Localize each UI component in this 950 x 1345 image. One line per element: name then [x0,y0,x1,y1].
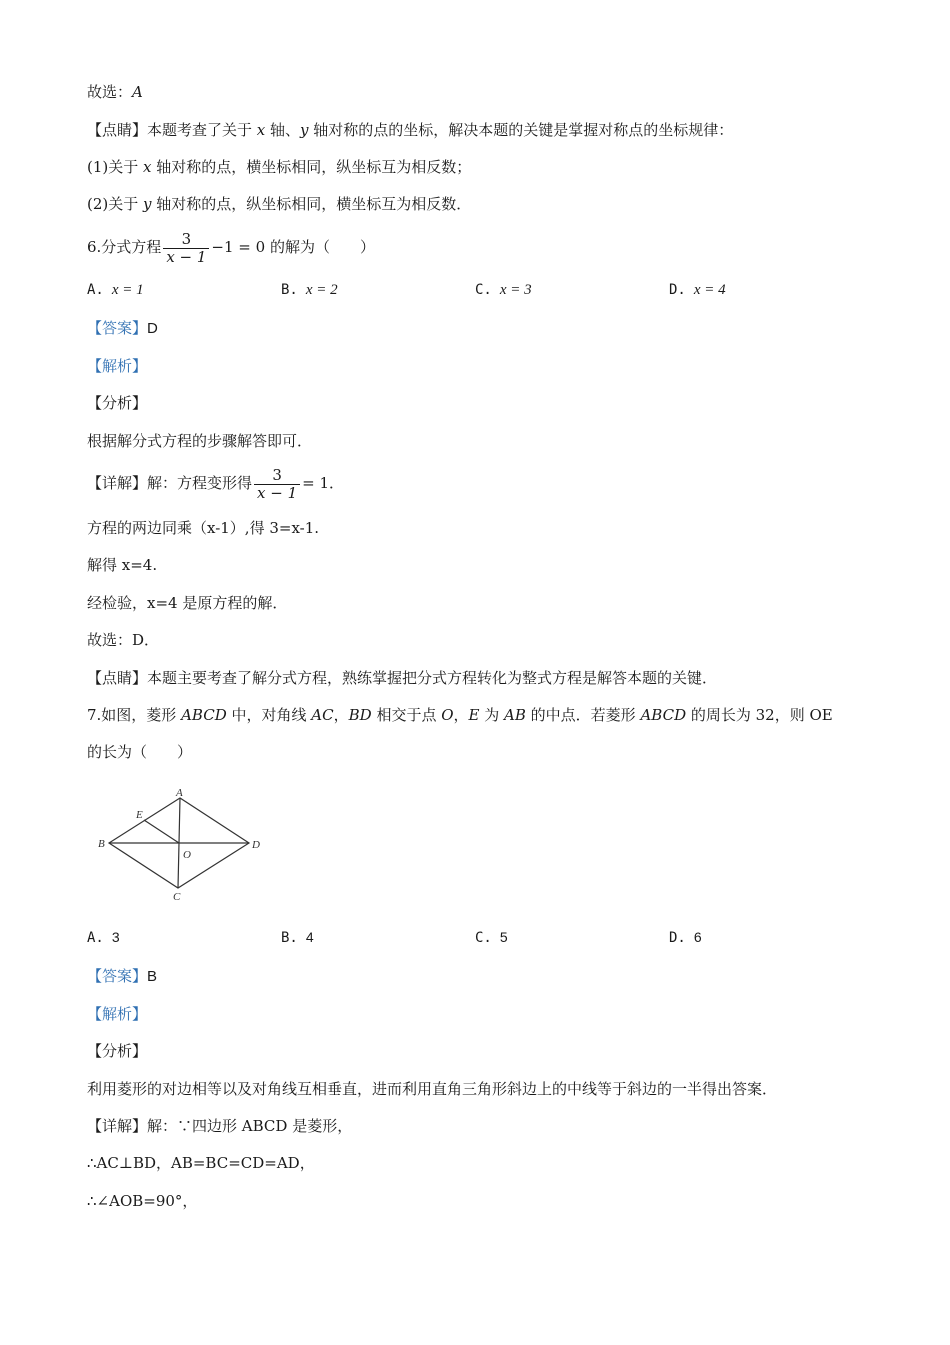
dianjing-text-b: 轴、 [265,121,301,139]
q7-fenxi-tag: 【分析】 [87,1042,148,1060]
q7-option-a [87,929,120,946]
q6-option-d [669,282,726,299]
q7-step-1: ∴AC⊥BD，AB=BC=CD=AD， [87,1154,315,1172]
label-ac: AC [311,706,334,724]
detail-suffix: = 1． [302,474,345,492]
option-letter: B. [281,930,298,946]
q7-answer [87,966,157,987]
q6-stem [87,228,375,266]
rule-1-b: 轴对称的点，横坐标相同，纵坐标互为相反数； [151,158,472,176]
stem-part: 的周长为 32，则 OE [686,706,833,724]
point-label-a: A [176,787,183,799]
option-value: 6 [693,929,702,945]
q6-frac-den: x − 1 [166,247,207,266]
conclusion-answer: A [132,83,143,101]
label-e: E [468,706,480,724]
stem-part: ， [453,706,469,724]
stem-part: 的中点．若菱形 [525,706,641,724]
option-value: 5 [499,929,508,945]
stem-part: 中，对角线 [226,706,312,724]
rule-1 [87,157,471,177]
q6-option-a [87,282,144,299]
q6-fenxi-tag: 【分析】 [87,394,148,412]
q6-stem-suffix: −1 = 0 的解为（ ） [211,238,375,256]
option-value: x = 2 [305,282,338,298]
q7-option-c [475,929,508,946]
point-label-b: B [98,838,105,850]
point-label-c: C [173,891,181,903]
detail-tag: 【详解】 [87,474,148,492]
detail-prefix: 解：方程变形得 [147,474,253,492]
dianjing-line-5 [87,120,733,140]
q6-step-3: 经检验，x=4 是原方程的解． [87,594,288,612]
answer-tag: 【答案】 [87,967,148,985]
stem-part: 7.如图，菱形 [87,706,182,724]
q6-analysis-tag: 【解析】 [87,357,148,375]
option-value: x = 3 [499,282,532,298]
option-value: x = 1 [111,282,144,298]
frac-num: 3 [254,467,300,485]
q7-analysis-tag: 【解析】 [87,1005,148,1023]
dianjing-text-a: 本题考查了关于 [147,121,257,139]
option-value: x = 4 [693,282,726,298]
q6-dianjing [87,668,717,688]
q6-stem-prefix: 6.分式方程 [87,238,162,256]
answer-value: D [147,320,158,337]
option-letter: C. [475,930,492,946]
q6-option-c [475,282,532,299]
var-x: x [143,158,152,176]
dianjing-text-c: 轴对称的点的坐标，解决本题的关键是掌握对称点的坐标规律： [308,121,734,139]
point-label-e: E [136,809,143,821]
detail-text: 解：∵四边形 ABCD 是菱形， [147,1117,353,1135]
var-x: x [256,121,266,139]
option-value: 3 [111,929,120,945]
q6-step-1: 方程的两边同乘（x-1）,得 3=x-1. [87,519,320,537]
stem-part: 相交于点 [371,706,442,724]
point-label-o: O [183,849,191,861]
q7-stem-line-2: 的长为（ ） [87,743,193,761]
var-y: y [143,195,152,213]
option-letter: C. [475,282,492,298]
conclusion-line [87,82,143,102]
option-letter: D. [669,930,686,946]
conclusion-prefix: 故选： [87,83,133,101]
q6-detail [87,464,344,502]
detail-tag: 【详解】 [87,1117,148,1135]
dianjing-tag: 【点睛】 [87,121,148,139]
label-ab: AB [504,706,526,724]
label-abcd: ABCD [640,706,687,724]
rule-2 [87,194,471,214]
option-letter: A. [87,282,104,298]
answer-tag: 【答案】 [87,319,148,337]
label-o: O [441,706,454,724]
q7-option-b [281,929,314,946]
rhombus-figure [92,785,267,905]
q7-option-d [669,929,702,946]
answer-value: B [147,968,158,985]
q6-answer [87,318,158,339]
stem-part: 为 [479,706,505,724]
q6-detail-fraction [254,467,300,502]
label-abcd: ABCD [181,706,227,724]
q7-stem-line-1 [87,705,833,725]
stem-part: ， [333,706,349,724]
q6-step-2: 解得 x=4. [87,556,158,574]
point-label-d: D [252,839,260,851]
option-value: 4 [305,929,314,945]
option-letter: B. [281,282,298,298]
frac-den: x − 1 [257,483,298,502]
q6-fraction [163,231,209,266]
option-letter: A. [87,930,104,946]
option-letter: D. [669,282,686,298]
rule-2-a: (2)关于 [87,195,144,213]
rule-2-b: 轴对称的点，纵坐标相同，横坐标互为相反数． [151,195,472,213]
q6-frac-num: 3 [163,231,209,249]
var-y: y [300,121,309,139]
rule-1-a: (1)关于 [87,158,144,176]
q7-step-2: ∴∠AOB=90°， [87,1192,198,1210]
dianjing-tag: 【点睛】 [87,669,148,687]
q6-option-b [281,282,338,299]
q6-fenxi-text: 根据解分式方程的步骤解答即可． [87,432,313,450]
q7-detail [87,1116,352,1136]
q7-fenxi-text: 利用菱形的对边相等以及对角线互相垂直，进而利用直角三角形斜边上的中线等于斜边的一半得出答案． [87,1080,778,1098]
label-bd: BD [348,706,372,724]
dianjing-text: 本题主要考查了解分式方程，熟练掌握把分式方程转化为整式方程是解答本题的关键． [147,669,718,687]
q6-step-4: 故选：D． [87,631,160,649]
